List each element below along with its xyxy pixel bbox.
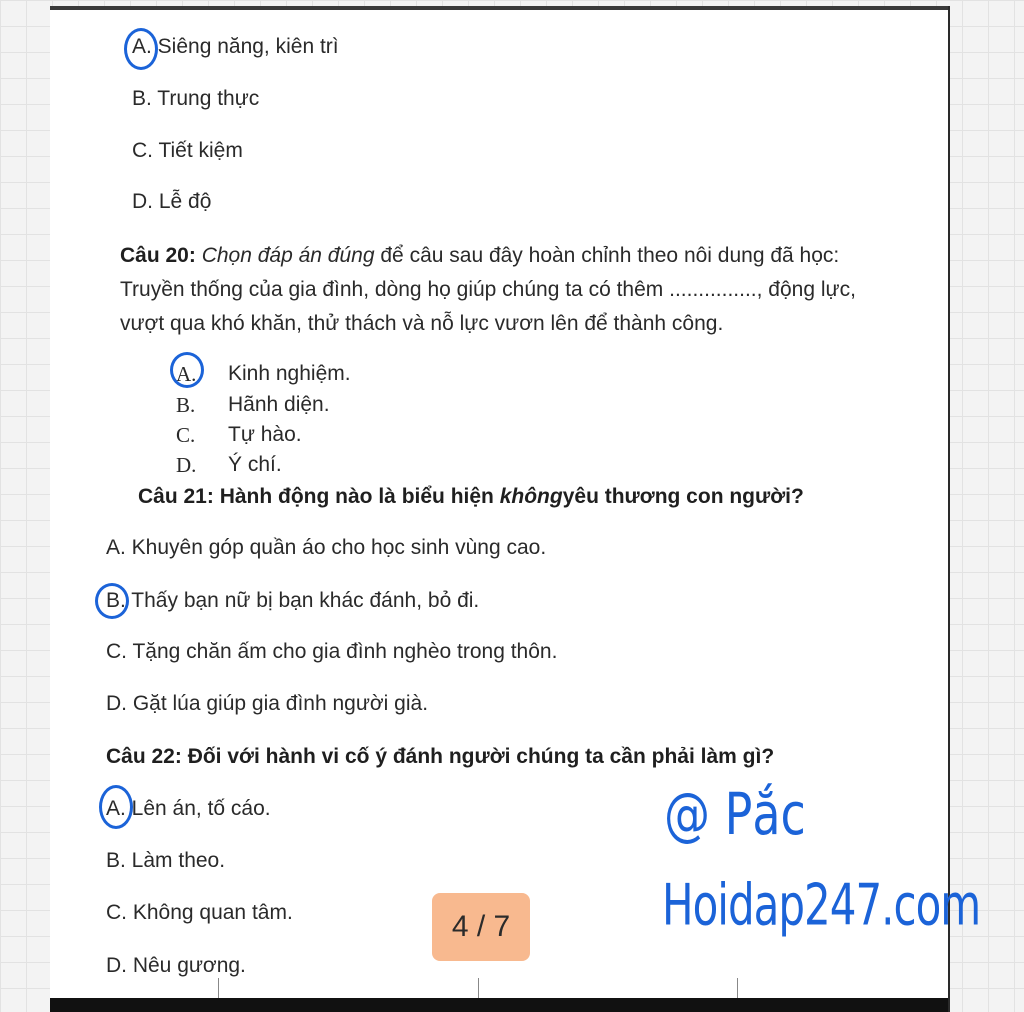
option-c: C. Tặng chăn ấm cho gia đình nghèo trong thôn. bbox=[106, 640, 558, 663]
option-a: A. Siêng năng, kiên trì bbox=[132, 35, 339, 58]
divider bbox=[478, 978, 479, 998]
question-instruction: Chọn đáp án đúng bbox=[201, 244, 375, 267]
option-a: A. Khuyên góp quần áo cho học sinh vùng cao. bbox=[106, 536, 547, 559]
handwritten-signature: @ Pắc bbox=[664, 780, 806, 848]
answer-circle bbox=[170, 352, 204, 388]
handwritten-watermark: Hoidap247.com bbox=[662, 872, 981, 939]
option-b: B. Thấy bạn nữ bị bạn khác đánh, bỏ đi. bbox=[106, 589, 480, 612]
answer-circle bbox=[99, 785, 133, 829]
option-d: D. Nêu gương. bbox=[106, 954, 246, 977]
option-letter: D. bbox=[176, 453, 197, 477]
question-prefix: Câu 21: Hành động nào là biểu hiện bbox=[138, 485, 494, 508]
option-text: Ý chí. bbox=[228, 453, 282, 476]
option-d: D. Gặt lúa giúp gia đình người già. bbox=[106, 692, 429, 715]
option-letter: A. bbox=[176, 362, 197, 386]
page-edge bbox=[948, 6, 950, 1012]
page-indicator[interactable]: 4 / 7 bbox=[432, 893, 530, 961]
answer-circle bbox=[124, 28, 158, 70]
question-text: Truyền thống của gia đình, dòng họ giúp chúng ta có thêm ..............., động lực, bbox=[120, 278, 856, 301]
question-number: Câu 20: bbox=[120, 244, 196, 267]
option-b: B. Trung thực bbox=[132, 87, 260, 110]
option-c: C. Tiết kiệm bbox=[132, 139, 243, 162]
option-d: D. Lễ độ bbox=[132, 190, 212, 213]
question-prompt: để câu sau đây hoàn chỉnh theo nôi dung đã học: bbox=[380, 244, 840, 267]
question-heading bbox=[120, 243, 839, 269]
option-b: B. Làm theo. bbox=[106, 849, 226, 872]
option-text: Tự hào. bbox=[228, 423, 302, 446]
option-c: C. Không quan tâm. bbox=[106, 901, 293, 924]
question-suffix: yêu thương con người? bbox=[562, 485, 804, 508]
question-heading bbox=[138, 484, 804, 510]
divider bbox=[218, 978, 219, 998]
question-heading: Câu 22: Đối với hành vi cố ý đánh người chúng ta cần phải làm gì? bbox=[106, 745, 775, 768]
option-a: A. Lên án, tố cáo. bbox=[106, 797, 271, 820]
option-letter: C. bbox=[176, 423, 196, 447]
question-emphasis: không bbox=[499, 485, 563, 508]
bottom-toolbar-edge bbox=[50, 998, 948, 1012]
question-text: vượt qua khó khăn, thử thách và nỗ lực vươn lên để thành công. bbox=[120, 312, 724, 335]
option-text: Hãnh diện. bbox=[228, 393, 330, 416]
answer-circle bbox=[95, 583, 129, 619]
option-text: Kinh nghiệm. bbox=[228, 362, 351, 385]
divider bbox=[737, 978, 738, 998]
option-letter: B. bbox=[176, 393, 196, 417]
